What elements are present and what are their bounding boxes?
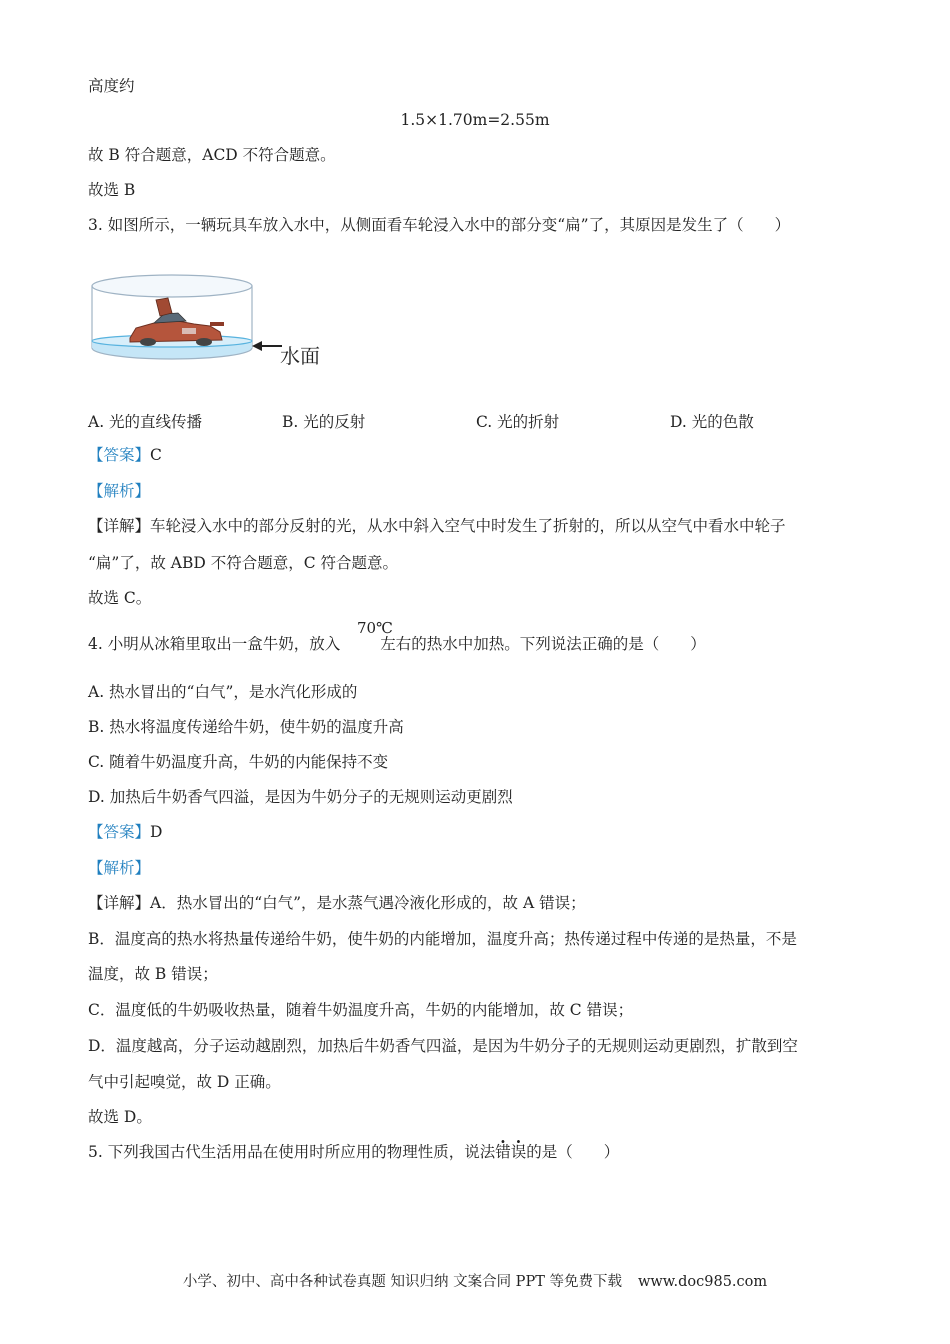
answer-tag: 【答案】 [88, 823, 151, 841]
prev-height-label: 高度约 [88, 77, 135, 95]
analysis-tag: 【解析】 [88, 482, 151, 500]
answer-value: C [150, 446, 162, 464]
q5-stem-before: 5. 下列我国古代生活用品在使用时所应用的物理性质，说法 [88, 1143, 496, 1161]
analysis-tag: 【解析】 [88, 859, 151, 877]
q4-detail-d1: D．温度越高，分子运动越剧烈，加热后牛奶香气四溢，是因为牛奶分子的无规则运动更剧烈，扩散到空 [88, 1037, 798, 1055]
q4-stem [88, 634, 706, 654]
prev-conclusion: 故 B 符合题意，ACD 不符合题意。 [88, 146, 336, 164]
q4-answer [88, 822, 162, 842]
q3-detail-line1 [88, 516, 786, 536]
q3-detail-line2: “扁”了，故 ABD 不符合题意，C 符合题意。 [88, 554, 399, 572]
q3-option-c: C. 光的折射 [476, 413, 560, 431]
q4-detail-b2: 温度，故 B 错误； [88, 965, 218, 983]
q4-detail-d2: 气中引起嗅觉，故 D 正确。 [88, 1073, 281, 1091]
prev-choose: 故选 B [88, 181, 136, 199]
q3-answer [88, 445, 162, 465]
detail-text: A．热水冒出的“白气”，是水蒸气遇冷液化形成的，故 A 错误； [150, 894, 586, 912]
q4-detail-c: C．温度低的牛奶吸收热量，随着牛奶温度升高，牛奶的内能增加，故 C 错误； [88, 1001, 634, 1019]
footer-link[interactable]: www.doc985.com [637, 1274, 768, 1290]
footer-text: 小学、初中、高中各种试卷真题 知识归纳 文案合同 PPT 等免费下载 [182, 1274, 622, 1290]
detail-text: 车轮浸入水中的部分反射的光，从水中斜入空气中时发生了折射的，所以从空气中看水中轮子 [150, 517, 786, 535]
q3-option-a: A. 光的直线传播 [88, 413, 203, 431]
detail-tag: 【详解】 [88, 894, 151, 912]
water-surface-label: 水面 [280, 344, 320, 368]
q3-choose: 故选 C。 [88, 589, 152, 607]
q3-stem: 3. 如图所示，一辆玩具车放入水中，从侧面看车轮浸入水中的部分变“扁”了，其原因是发生了（ ） [88, 216, 791, 234]
q4-analysis-tag [88, 858, 150, 878]
q3-option-d: D. 光的色散 [670, 413, 754, 431]
answer-tag: 【答案】 [88, 446, 151, 464]
q4-option-a: A. 热水冒出的“白气”，是水汽化形成的 [88, 683, 358, 701]
q4-choose: 故选 D。 [88, 1108, 152, 1126]
q4-option-c: C. 随着牛奶温度升高，牛奶的内能保持不变 [88, 753, 389, 771]
q4-detail-b1: B．温度高的热水将热量传递给牛奶，使牛奶的内能增加，温度升高；热传递过程中传递的是热量，不是 [88, 930, 797, 948]
q4-stem-after: 左右的热水中加热。下列说法正确的是（ ） [380, 635, 706, 653]
q4-option-b: B. 热水将温度传递给牛奶，使牛奶的温度升高 [88, 718, 404, 736]
q4-stem-before: 4. 小明从冰箱里取出一盒牛奶，放入 [88, 635, 341, 653]
q4-detail-a [88, 893, 586, 913]
emphasis-char-1: 错 [495, 1143, 511, 1161]
emphasis-char-2: 误 [510, 1143, 527, 1161]
page-footer [0, 1270, 950, 1291]
q5-stem-after: 的是（ ） [526, 1143, 620, 1161]
q4-temperature: 70℃ [357, 619, 393, 637]
q3-option-b: B. 光的反射 [282, 413, 366, 431]
detail-tag: 【详解】 [88, 517, 151, 535]
prev-formula: 1.5×1.70m=2.55m [400, 111, 550, 129]
answer-value: D [150, 823, 163, 841]
q3-analysis-tag [88, 481, 150, 501]
q5-stem [88, 1142, 619, 1162]
toy-car [130, 298, 224, 346]
q4-option-d: D. 加热后牛奶香气四溢，是因为牛奶分子的无规则运动更剧烈 [88, 788, 513, 806]
